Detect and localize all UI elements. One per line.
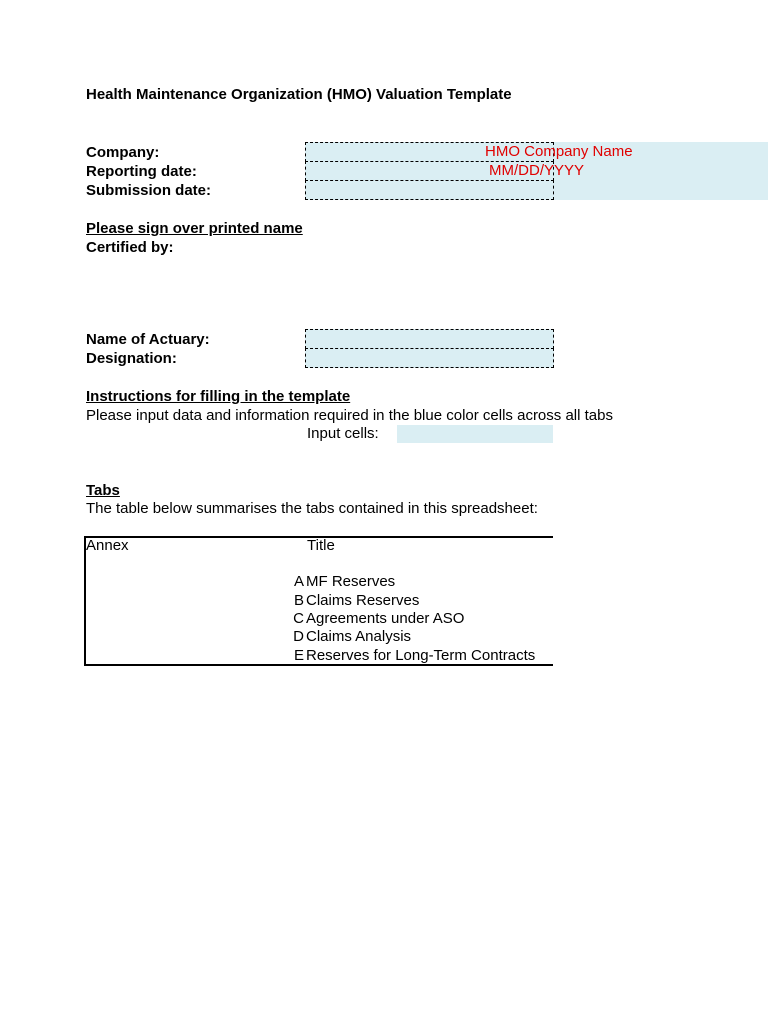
input-cells-label: Input cells: [307,425,379,442]
input-cells-sample [397,425,553,443]
reporting-date-label: Reporting date: [86,163,197,180]
submission-date-input[interactable] [305,180,554,200]
table-bottom-border [84,664,553,666]
designation-input[interactable] [305,348,554,368]
instructions-text-clip [86,406,613,426]
row-annex: D [293,628,304,645]
row-title: Claims Reserves [306,592,420,609]
company-value: HMO Company Name [485,143,633,160]
row-title: Claims Analysis [306,628,412,645]
tabs-intro: The table below summarises the tabs contained in this spreadsheet: [86,500,538,517]
reporting-date-value: MM/DD/YYYY [489,162,585,179]
column-header-annex: Annex [86,537,129,554]
instructions-heading: Instructions for filling in the template [86,388,351,405]
row-title: Reserves for Long-Term Contracts [306,647,536,664]
reporting-value-clip [306,162,585,181]
actuary-name-input[interactable] [305,329,554,349]
tabs-heading: Tabs [86,482,120,499]
designation-label: Designation: [86,350,177,367]
submission-date-label: Submission date: [86,182,212,199]
row-annex: C [293,610,304,627]
column-header-title: Title [307,537,335,554]
company-value-clip [306,143,633,162]
certified-by-label: Certified by: [86,239,174,256]
row-annex: A [293,573,304,590]
page-title: Health Maintenance Organization (HMO) Valuation Template [86,86,512,103]
row-annex: B [293,592,304,609]
row-title: Agreements under ASO [306,610,465,627]
actuary-name-label: Name of Actuary: [86,331,210,348]
row-annex: E [293,647,304,664]
row-title: MF Reserves [306,573,396,590]
instructions-text: Please input data and information required in the blue color cells across all tabs [86,407,613,424]
sign-heading: Please sign over printed name [86,220,303,237]
table-left-border [84,536,86,666]
company-label: Company: [86,144,160,161]
